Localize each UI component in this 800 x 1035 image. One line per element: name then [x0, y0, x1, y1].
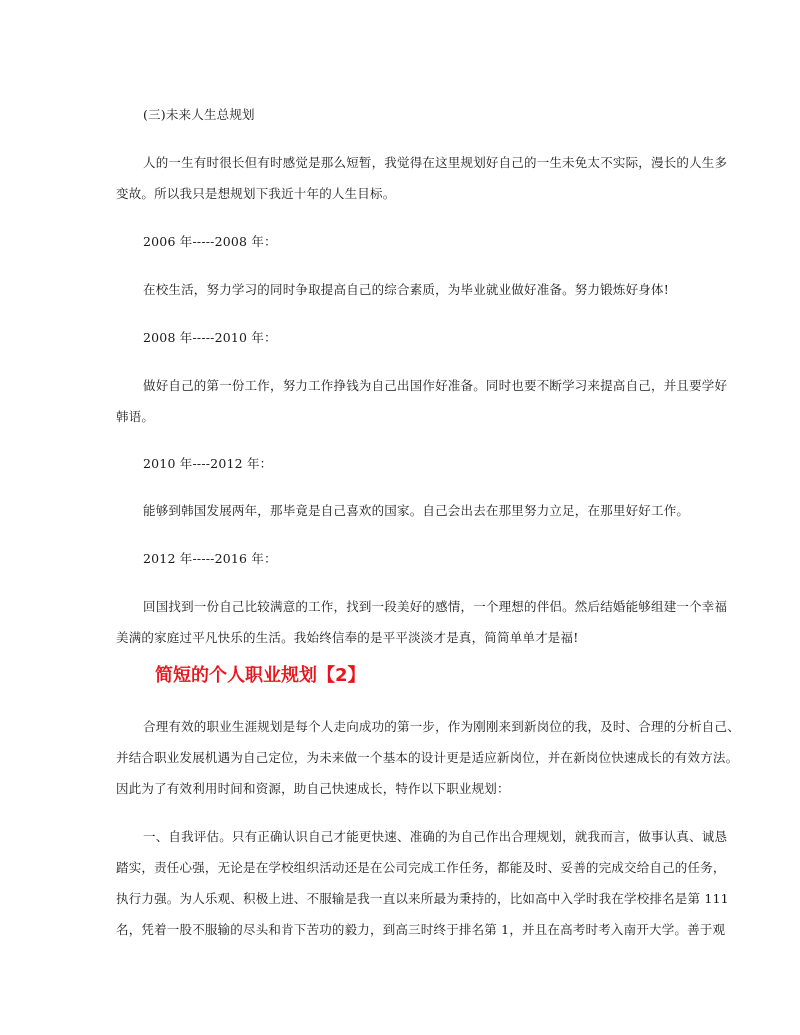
paragraph-line: 合理有效的职业生涯规划是每个人走向成功的第一步，作为刚刚来到新岗位的我，及时、合理的分析自己、: [143, 719, 740, 734]
paragraph-line: 在校生活，努力学习的同时争取提高自己的综合素质，为毕业就业做好准备。努力锻炼好身体!: [143, 282, 669, 297]
paragraph-line: 韩语。: [116, 409, 155, 424]
paragraph-line: 踏实，责任心强，无论是在学校组织活动还是在公司完成工作任务，都能及时、妥善的完成交给自己的任务，: [116, 860, 726, 875]
section-heading: 简短的个人职业规划【2】: [155, 665, 366, 686]
paragraph-line: 人的一生有时很长但有时感觉是那么短暂，我觉得在这里规划好自己的一生未免太不实际，漫长的人生多: [143, 155, 728, 170]
paragraph-line: 名，凭着一股不服输的尽头和肯下苦功的毅力，到高三时终于排名第 1，并且在高考时考入南开大学。善于观: [116, 922, 726, 937]
paragraph-line: 因此为了有效利用时间和资源，助自己快速成长，特作以下职业规划：: [116, 781, 510, 796]
paragraph-line: 执行力强。为人乐观、积极上进、不服输是我一直以来所最为秉持的，比如高中入学时我在学校排名是第 111: [116, 891, 729, 906]
paragraph-line: 并结合职业发展机遇为自己定位，为未来做一个基本的设计更是适应新岗位，并在新岗位快速成长的有效方法。: [116, 750, 739, 765]
period-label: 2006 年-----2008 年：: [143, 234, 277, 249]
paragraph-line: 变故。所以我只是想规划下我近十年的人生目标。: [116, 186, 396, 201]
paragraph-line: 做好自己的第一份工作，努力工作挣钱为自己出国作好准备。同时也要不断学习来提高自己，并且要学好: [143, 378, 728, 393]
paragraph-line: 回国找到一份自己比较满意的工作，找到一段美好的感情，一个理想的伴侣。然后结婚能够组建一个幸福: [143, 599, 728, 614]
paragraph-line: 一、自我评估。只有正确认识自己才能更快速、准确的为自己作出合理规划，就我而言，做事认真、诚恳: [143, 829, 728, 844]
period-label: 2010 年----2012 年：: [143, 456, 273, 471]
paragraph-line: 美满的家庭过平凡快乐的生活。我始终信奉的是平平淡淡才是真，简简单单才是福!: [116, 630, 579, 645]
period-label: 2008 年-----2010 年：: [143, 330, 277, 345]
section-title: (三)未来人生总规划: [143, 107, 255, 122]
period-label: 2012 年-----2016 年：: [143, 551, 277, 566]
paragraph-line: 能够到韩国发展两年，那毕竟是自己喜欢的国家。自己会出去在那里努力立足，在那里好好工作。: [143, 503, 690, 518]
